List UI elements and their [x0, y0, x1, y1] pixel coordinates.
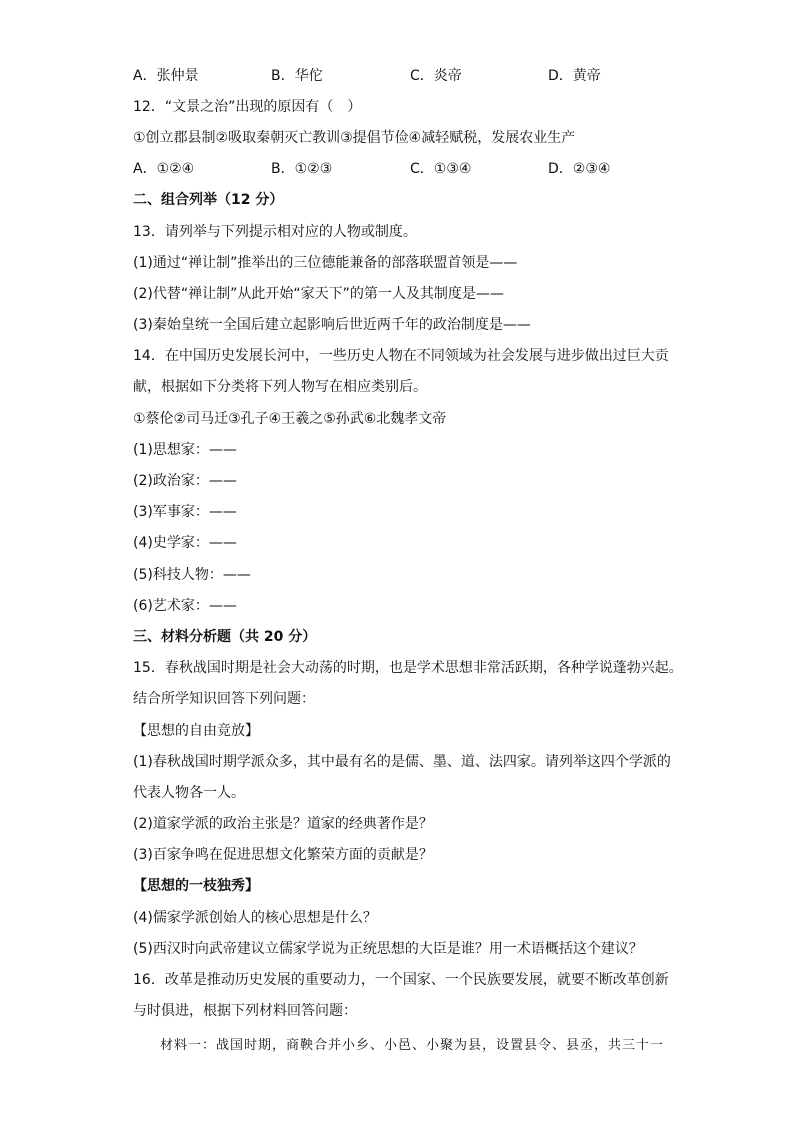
q14-stem-line2: 献，根据如下分类将下列人物写在相应类别后。	[133, 379, 427, 395]
q15-subheading-1: 【思想的自由竞放】	[133, 723, 259, 739]
q15-item-1-line2: 代表人物各一人。	[133, 785, 245, 801]
q14-item-6: (6)艺术家：——	[133, 598, 237, 614]
section3-heading: 三、材料分析题（共 20 分）	[133, 629, 317, 645]
q15-item-3: (3)百家争鸣在促进思想文化繁荣方面的贡献是？	[133, 847, 433, 863]
q14-item-2: (2)政治家：——	[133, 473, 237, 489]
q11-option-d: D．黄帝	[548, 68, 601, 84]
q13-item-1: (1)通过“禅让制”推举出的三位德能兼备的部落联盟首领是——	[133, 255, 518, 271]
q15-stem-line1: 15．春秋战国时期是社会大动荡的时期，也是学术思想非常活跃期，各种学说蓬勃兴起。	[133, 660, 683, 676]
q11-option-b: B．华佗	[271, 68, 323, 84]
q13-item-2: (2)代替“禅让制”从此开始“家天下”的第一人及其制度是——	[133, 286, 504, 302]
q12-option-a: A．①②④	[133, 161, 195, 177]
section2-heading: 二、组合列举（12 分）	[133, 192, 284, 208]
q14-people: ①蔡伦②司马迁③孔子④王羲之⑤孙武⑥北魏孝文帝	[133, 411, 447, 427]
q12-question: 12．“文景之治”出现的原因有（ ）	[133, 99, 362, 115]
q11-option-c: C．炎帝	[410, 68, 462, 84]
q15-item-5: (5)西汉时向武帝建议立儒家学说为正统思想的大臣是谁？用一术语概括这个建议？	[133, 941, 643, 957]
q12-option-d: D．②③④	[548, 161, 611, 177]
q16-stem-line2: 与时俱进，根据下列材料回答问题：	[133, 1003, 357, 1019]
q11-option-a: A．张仲景	[133, 68, 199, 84]
q14-item-4: (4)史学家：——	[133, 535, 237, 551]
q14-item-1: (1)思想家：——	[133, 442, 237, 458]
q14-item-5: (5)科技人物：——	[133, 567, 251, 583]
q15-subheading-2: 【思想的一枝独秀】	[133, 878, 259, 894]
q16-material-1: 材料一：战国时期，商鞅合并小乡、小邑、小聚为县，设置县令、县丞，共三十一	[160, 1038, 665, 1053]
q13-item-3: (3)秦始皇统一全国后建立起影响后世近两千年的政治制度是——	[133, 317, 531, 333]
q15-item-4: (4)儒家学派创始人的核心思想是什么？	[133, 910, 377, 926]
q14-item-3: (3)军事家：——	[133, 504, 237, 520]
q16-stem-line1: 16．改革是推动历史发展的重要动力，一个国家、一个民族要发展，就要不断改革创新	[133, 972, 669, 988]
q12-option-b: B．①②③	[271, 161, 333, 177]
q14-stem-line1: 14．在中国历史发展长河中，一些历史人物在不同领域为社会发展与进步做出过巨大贡	[133, 348, 669, 364]
q15-item-2: (2)道家学派的政治主张是？道家的经典著作是？	[133, 816, 433, 832]
q15-item-1-line1: (1)春秋战国时期学派众多，其中最有名的是儒、墨、道、法四家。请列举这四个学派的	[133, 754, 671, 770]
q12-items: ①创立郡县制②吸取秦朝灭亡教训③提倡节俭④减轻赋税，发展农业生产	[133, 130, 576, 146]
q12-option-c: C．①③④	[410, 161, 472, 177]
q13-stem: 13．请列举与下列提示相对应的人物或制度。	[133, 224, 417, 240]
q15-stem-line2: 结合所学知识回答下列问题：	[133, 691, 315, 707]
